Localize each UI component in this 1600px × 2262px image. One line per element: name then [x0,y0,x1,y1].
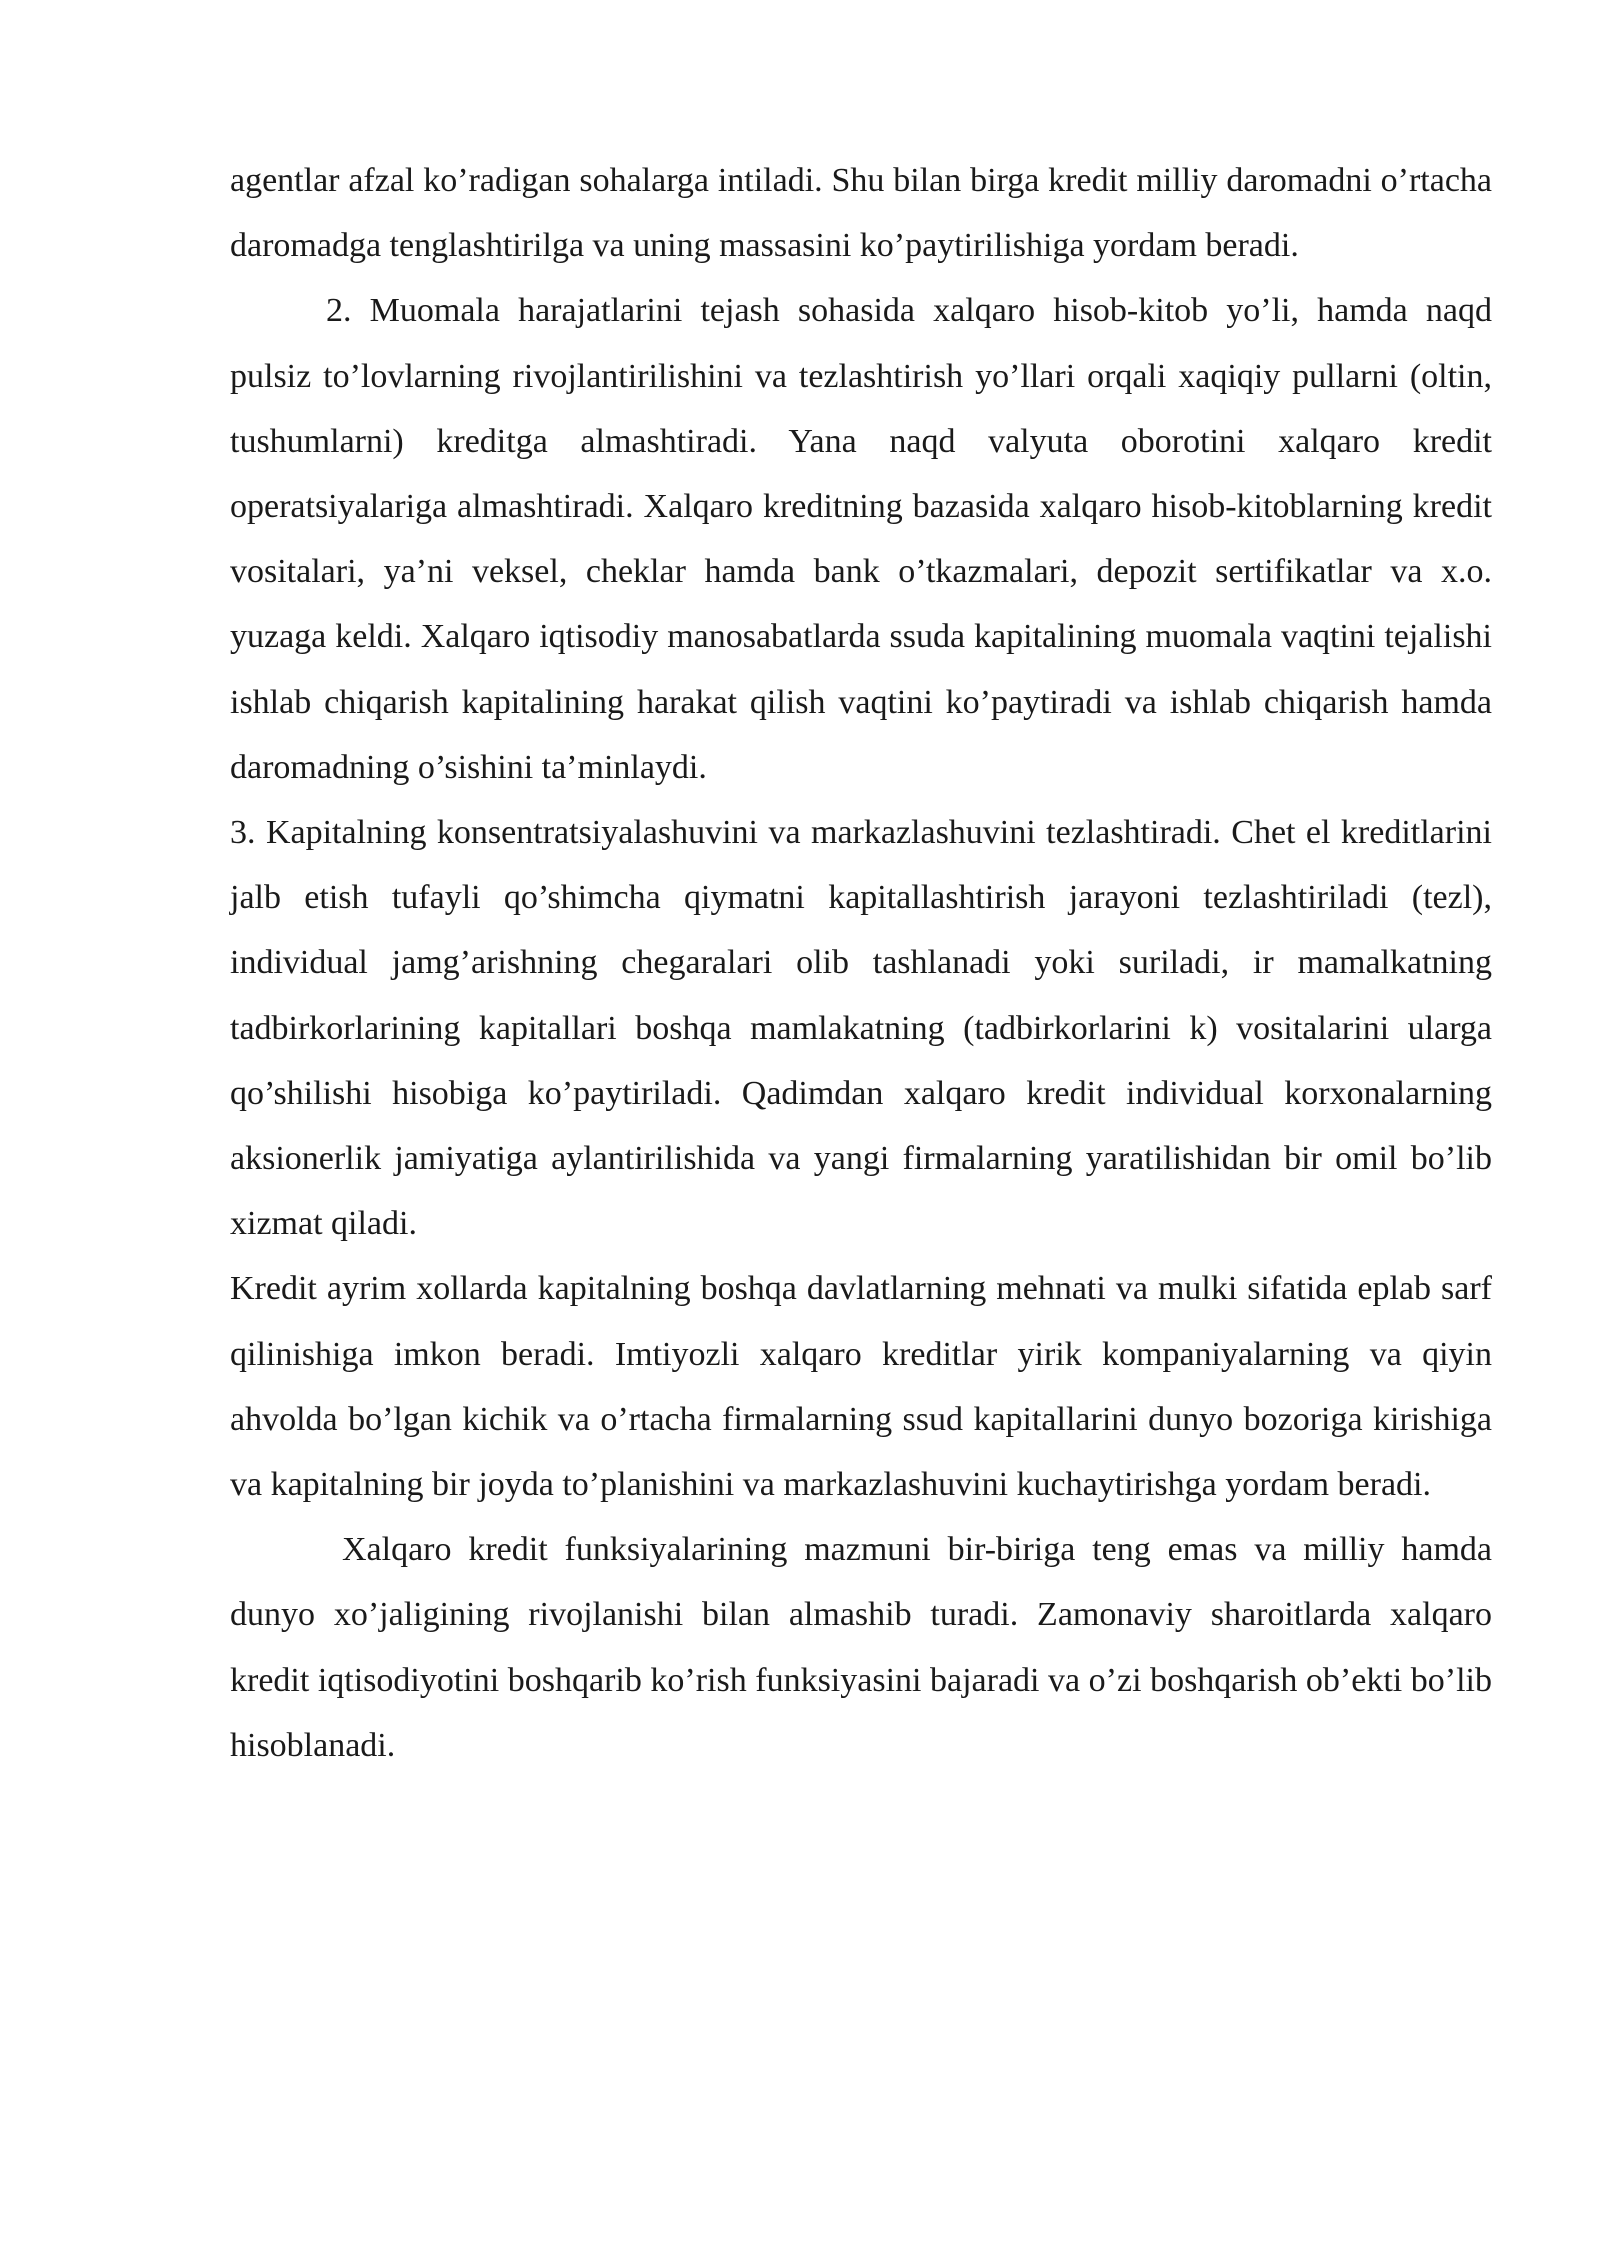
paragraph-credit-cases: Kredit ayrim xollarda kapitalning boshqa davlatlarning mehnati va mulki sifatida eplab sarf qilinishiga imkon beradi. Imtiyozli xalqaro kreditlar yirik kompaniyalarning va qiyin ahvolda bo’lgan kichik va o’rtacha firmalarning ssud kapitallarini dunyo bozoriga kirishiga va kapitalning bir joyda to’planishini va markazlashuvini kuchaytirishga yordam beradi. [230,1270,1492,1504]
paragraph-credit-income: agentlar afzal ko’radigan sohalarga intiladi. Shu bilan birga kredit milliy daromadni o’rtacha daromadga tenglashtirilga va uning massasini ko’paytirilishiga yordam beradi. [230,162,1492,265]
paragraph-point-2: 2. Muomala harajatlarini tejash sohasida xalqaro hisob-kitob yo’li, hamda naqd pulsiz to’lovlarning rivojlantirilishini va tezlashtirish yo’llari orqali xaqiqiy pullarni (oltin, tushumlarni) kreditga almashtiradi. Yana naqd valyuta oborotini xalqaro kredit operatsiyalariga almashtiradi. Xalqaro kreditning bazasida xalqaro hisob-kitoblarning kredit vositalari, ya’ni veksel, cheklar hamda bank o’tkazmalari, depozit sertifikatlar va x.o. yuzaga keldi. Xalqaro iqtisodiy manosabatlarda ssuda kapitalining muomala vaqtini tejalishi ishlab chiqarish kapitalining harakat qilish vaqtini ko’paytiradi va ishlab chiqarish hamda daromadning o’sishini ta’minlaydi. [230,292,1492,786]
paragraph-credit-functions: Xalqaro kredit funksiyalarining mazmuni bir-biriga teng emas va milliy hamda dunyo xo’jaligining rivojlanishi bilan almashib turadi. Zamonaviy sharoitlarda xalqaro kredit iqtisodiyotini boshqarib ko’rish funksiyasini bajaradi va o’zi boshqarish ob’ekti bo’lib hisoblanadi. [230,1531,1492,1764]
paragraph-point-3: 3. Kapitalning konsentratsiyalashuvini va markazlashuvini tezlashtiradi. Chet el kreditlarini jalb etish tufayli qo’shimcha qiymatni kapitallashtirish jarayoni tezlashtiriladi (tezl), individual jamg’arishning chegaralari olib tashlanadi yoki suriladi, ir mamalkatning tadbirkorlarining kapitallari boshqa mamlakatning (tadbirkorlarini k) vositalarini ularga qo’shilishi hisobiga ko’paytiriladi. Qadimdan xalqaro kredit individual korxonalarning aksionerlik jamiyatiga aylantirilishida va yangi firmalarning yaratilishidan bir omil bo’lib xizmat qiladi. [230,814,1492,1243]
document-body [230,148,1492,1778]
